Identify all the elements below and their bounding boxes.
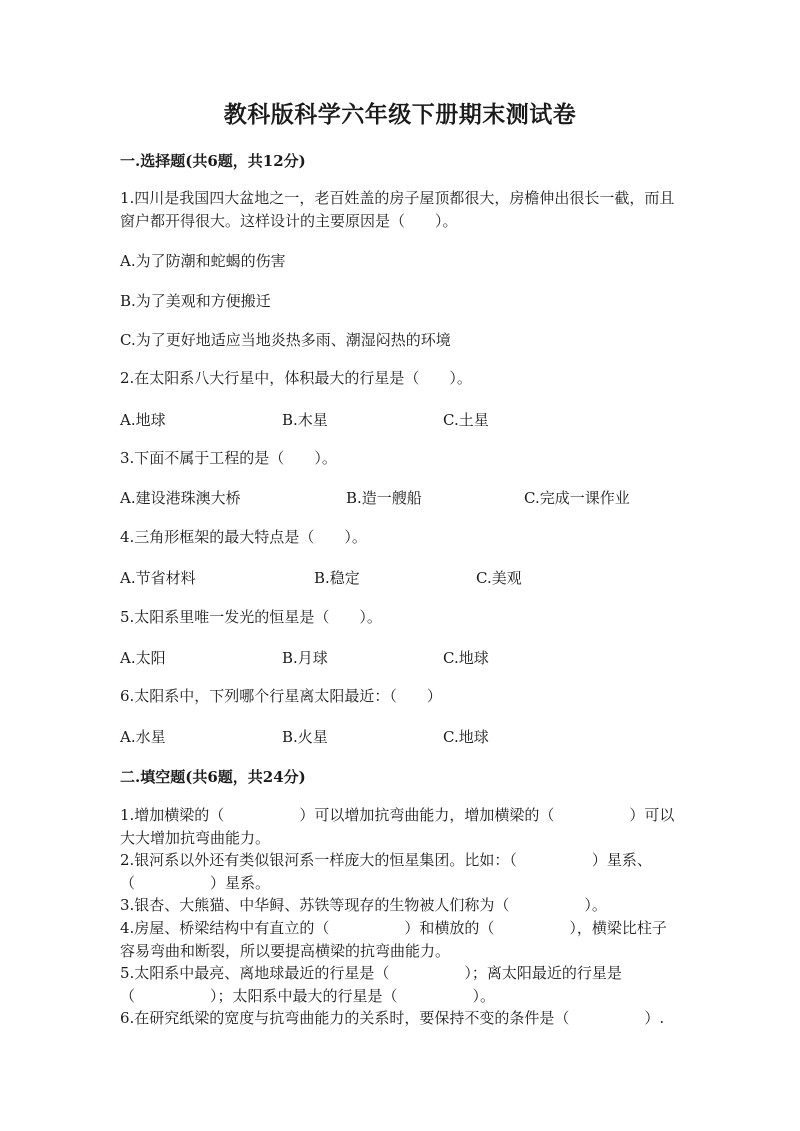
option-c: C.地球 [443, 649, 489, 667]
option-b: B.为了美观和方便搬迁 [120, 292, 271, 310]
option-a: A.建设港珠澳大桥 [120, 489, 241, 507]
fill-question: 1.增加横梁的（ ）可以增加抗弯曲能力，增加横梁的（ ）可以大大增加抗弯曲能力。 [120, 806, 675, 847]
question-stem: 3.下面不属于工程的是（ ）。 [120, 449, 337, 467]
fill-question: 2.银河系以外还有类似银河系一样庞大的恒星集团。比如：（ ）星系、（ ）星系。 [120, 851, 652, 892]
option-b: B.木星 [282, 411, 328, 429]
options-row [0, 567, 800, 587]
option-c: C.完成一课作业 [524, 489, 630, 507]
option-a: A.水星 [120, 728, 166, 746]
option-b: B.造一艘船 [346, 489, 422, 507]
fill-question: 6.在研究纸梁的宽度与抗弯曲能力的关系时，要保持不变的条件是（ ）. [120, 1009, 665, 1027]
question-stem: 4.三角形框架的最大特点是（ ）。 [120, 528, 367, 546]
option-b: B.火星 [282, 728, 328, 746]
options-row [0, 409, 800, 429]
options-row [0, 726, 800, 746]
options-row [0, 487, 800, 507]
question-stem: 2.在太阳系八大行星中，体积最大的行星是（ ）。 [120, 369, 472, 387]
option-b: B.稳定 [314, 569, 360, 587]
option-c: C.地球 [443, 728, 489, 746]
option-c: C.美观 [476, 569, 522, 587]
option-a: A.太阳 [120, 649, 166, 667]
section-heading-fill-blank: 二.填空题(共6题，共24分) [120, 768, 306, 786]
option-c: C.为了更好地适应当地炎热多雨、潮湿闷热的环境 [120, 331, 451, 349]
fill-question: 5.太阳系中最亮、离地球最近的行星是（ ）；离太阳最近的行星是（ ）；太阳系中最大的行星是（ ）。 [120, 964, 622, 1005]
option-b: B.月球 [282, 649, 328, 667]
fill-question: 4.房屋、桥梁结构中有直立的（ ）和横放的（ ），横梁比柱子容易弯曲和断裂，所以要提高横梁的抗弯曲能力。 [120, 919, 667, 960]
option-c: C.土星 [443, 411, 489, 429]
fill-question: 3.银杏、大熊猫、中华鲟、苏铁等现存的生物被人们称为（ ）。 [120, 896, 607, 914]
question-stem: 1.四川是我国四大盆地之一，老百姓盖的房子屋顶都很大，房檐伸出很长一截，而且窗户都开得很大。这样设计的主要原因是（ ）。 [120, 189, 675, 230]
question-stem: 5.太阳系里唯一发光的恒星是（ ）。 [120, 608, 382, 626]
option-a: A.地球 [120, 411, 166, 429]
option-a: A.为了防潮和蛇蝎的伤害 [120, 252, 286, 270]
page-title: 教科版科学六年级下册期末测试卷 [223, 101, 577, 128]
options-row [0, 647, 800, 667]
section-heading-choice: 一.选择题(共6题，共12分) [120, 152, 306, 170]
question-stem: 6.太阳系中，下列哪个行星离太阳最近：（ ） [120, 687, 442, 705]
option-a: A.节省材料 [120, 569, 196, 587]
